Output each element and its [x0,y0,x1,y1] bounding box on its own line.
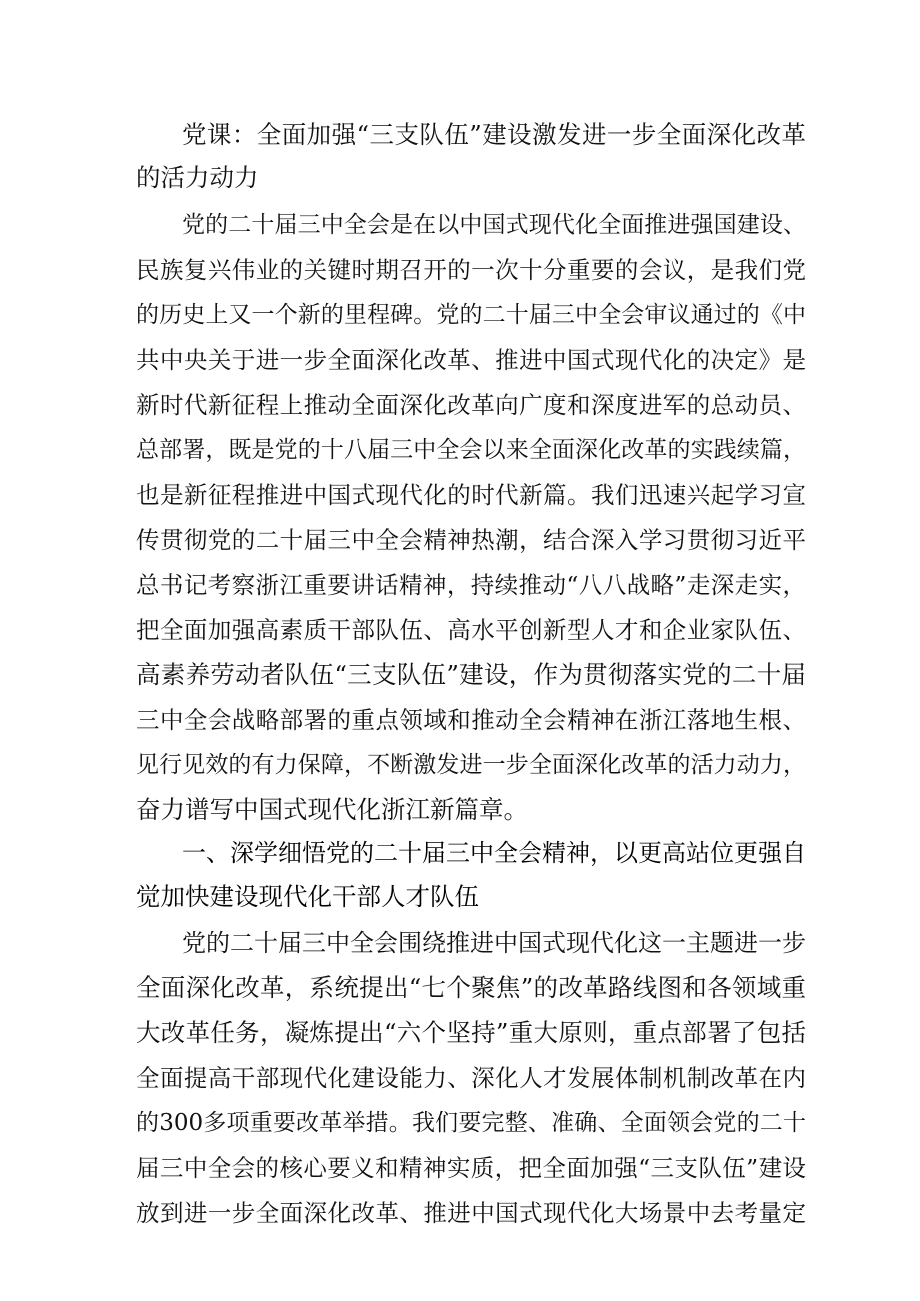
paragraph-1-line-7: 也是新征程推进中国式现代化的时代新篇。我们迅速兴起学习宣 [136,481,806,509]
paragraph-1-line-8: 传贯彻党的二十届三中全会精神热潮，结合深入学习贯彻习近平 [136,526,806,554]
paragraph-1-line-1: 党的二十届三中全会是在以中国式现代化全面推进强国建设、 [182,212,806,238]
paragraph-2-line-6: 届三中全会的核心要义和精神实质，把全面加强“三支队伍”建设 [136,1154,806,1182]
paragraph-1-line-2: 民族复兴伟业的关键时期召开的一次十分重要的会议，是我们党 [136,256,806,284]
paragraph-2-line-2: 全面深化改革，系统提出“七个聚焦”的改革路线图和各领域重 [136,973,806,1002]
document-title-line-2: 的活力动力 [136,163,259,192]
paragraph-2-line-3: 大改革任务，凝炼提出“六个坚持”重大原则，重点部署了包括 [136,1018,806,1047]
paragraph-1-line-6: 总部署，既是党的十八届三中全会以来全面深化改革的实践续篇， [136,437,806,463]
paragraph-1-line-12: 三中全会战略部署的重点领域和推动全会精神在浙江落地生根、 [136,706,806,734]
section-heading-1-line-1: 一、深学细悟党的二十届三中全会精神，以更高站位更强自 [182,839,806,867]
document-title-line-1: 党课：全面加强“三支队伍”建设激发进一步全面深化改革 [182,120,806,149]
paragraph-1-line-9: 总书记考察浙江重要讲话精神，持续推动“八八战略”走深走实， [136,571,806,599]
paragraph-2-line-7: 放到进一步全面深化改革、推进中国式现代化大场景中去考量定 [136,1199,806,1227]
paragraph-1-line-5: 新时代新征程上推动全面深化改革向广度和深度进军的总动员、 [136,391,806,419]
paragraph-1-line-13: 见行见效的有力保障，不断激发进一步全面深化改革的活力动力， [136,752,806,778]
paragraph-1-line-11: 高素养劳动者队伍“三支队伍”建设，作为贯彻落实党的二十届 [136,660,806,689]
paragraph-2-line-1: 党的二十届三中全会围绕推进中国式现代化这一主题进一步 [182,929,806,957]
paragraph-1-line-4: 共中央关于进一步全面深化改革、推进中国式现代化的决定》是 [136,346,806,374]
section-heading-1-line-2: 觉加快建设现代化干部人才队伍 [136,882,479,911]
paragraph-2-line-5: 的300多项重要改革举措。我们要完整、准确、全面领会党的二十 [136,1110,806,1136]
paragraph-2-line-4: 全面提高干部现代化建设能力、深化人才发展体制机制改革在内 [136,1064,806,1092]
paragraph-1-line-14: 奋力谱写中国式现代化浙江新篇章。 [136,795,528,824]
paragraph-1-line-10: 把全面加强高素质干部队伍、高水平创新型人才和企业家队伍、 [136,616,806,644]
paragraph-1-line-3: 的历史上又一个新的里程碑。党的二十届三中全会审议通过的《中 [136,302,806,328]
